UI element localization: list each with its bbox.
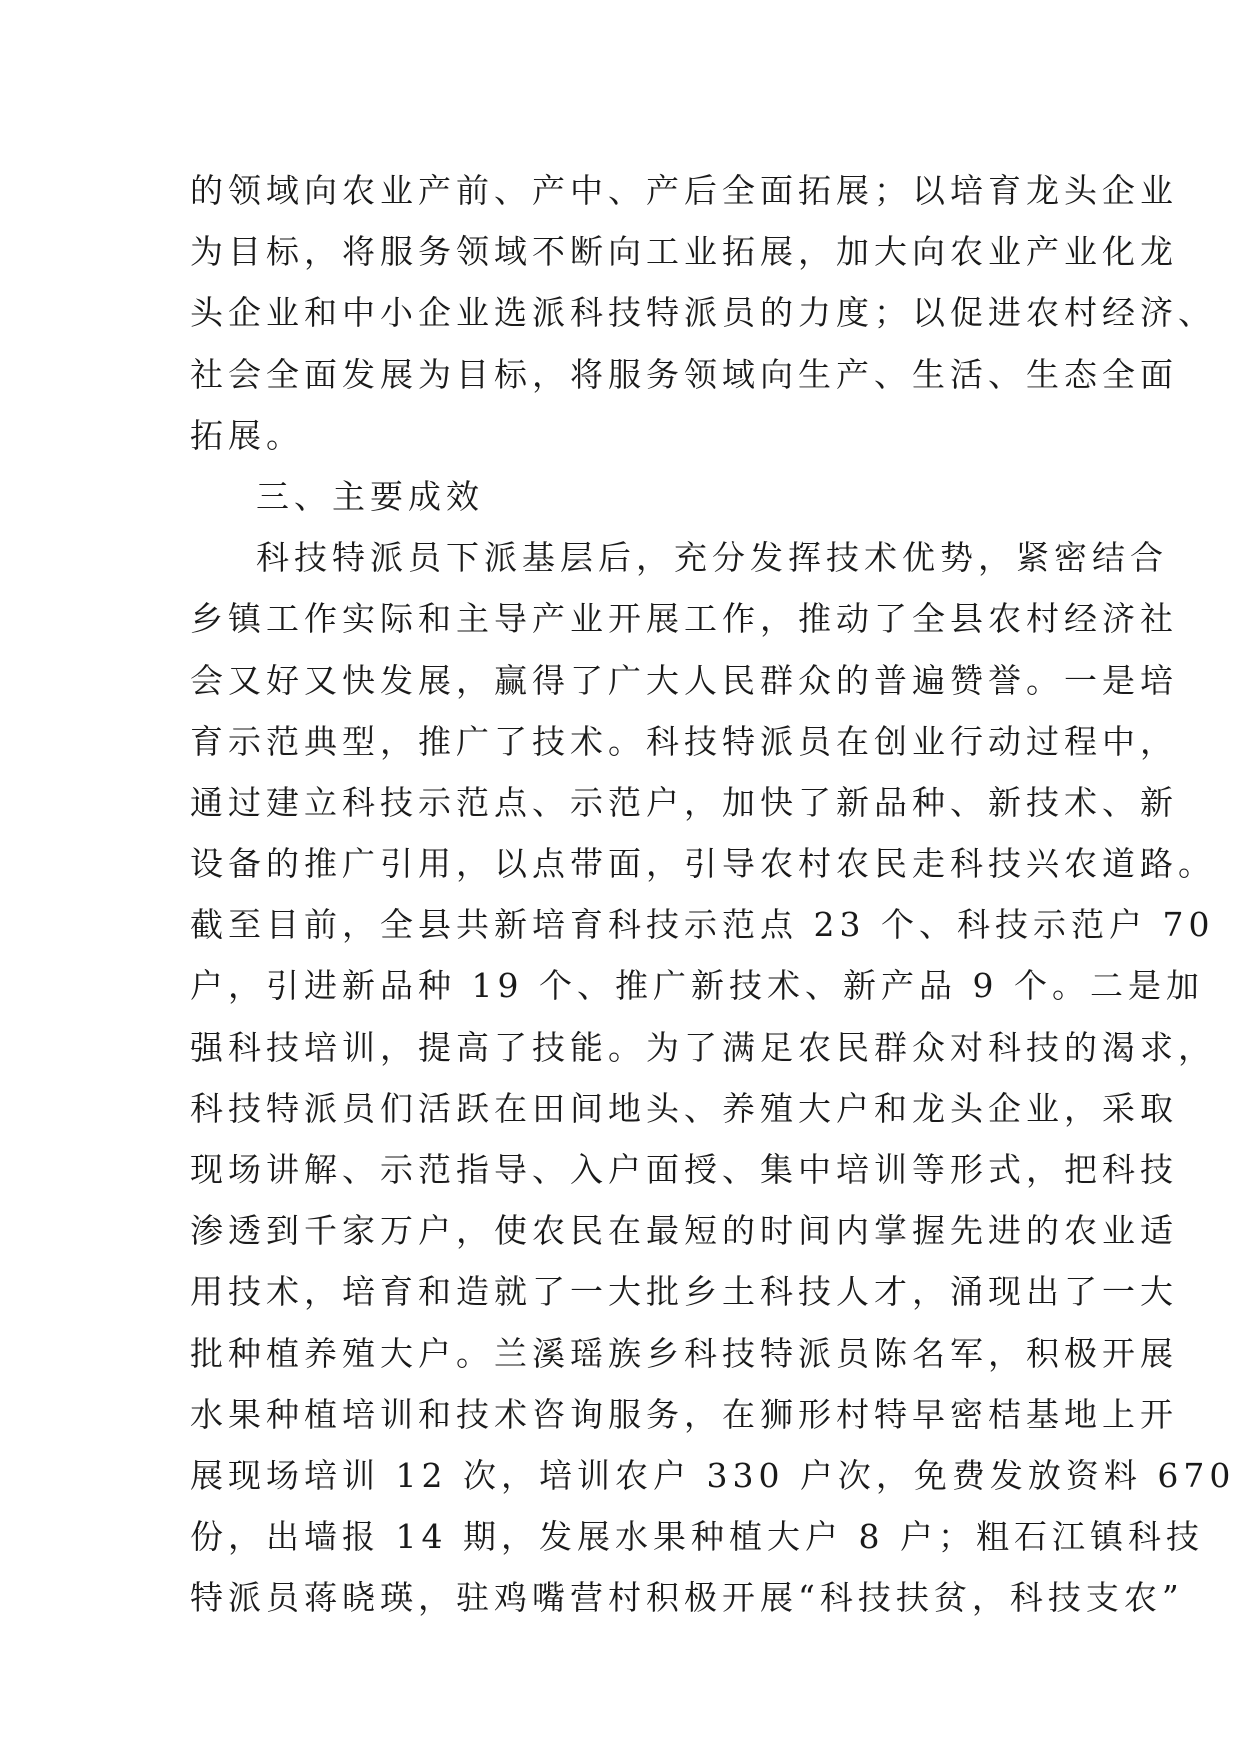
text-line: 水果种植培训和技术咨询服务，在狮形村特早密桔基地上开 [190,1394,1178,1434]
text-line: 通过建立科技示范点、示范户，加快了新品种、新技术、新 [190,782,1178,822]
text-line: 现场讲解、示范指导、入户面授、集中培训等形式，把科技 [190,1150,1178,1189]
text-line: 的领域向农业产前、产中、产后全面拓展；以培育龙头企业 [190,171,1178,210]
text-line: 设备的推广引用，以点带面，引导农村农民走科技兴农道路。 [190,844,1216,884]
text-line: 科技特派员们活跃在田间地头、养殖大户和龙头企业，采取 [190,1088,1178,1128]
text-line: 头企业和中小企业选派科技特派员的力度；以促进农村经济、 [190,293,1216,333]
text-line: 批种植养殖大户。兰溪瑶族乡科技特派员陈名军，积极开展 [190,1333,1178,1373]
text-line: 育示范典型，推广了技术。科技特派员在创业行动过程中， [190,721,1178,761]
text-line: 特派员蒋晓瑛，驻鸡嘴营村积极开展“科技扶贫，科技支农” [190,1578,1184,1618]
text-line: 份，出墙报 14 期，发展水果种植大户 8 户；粗石江镇科技 [190,1517,1204,1557]
text-line: 拓展。 [190,415,304,455]
document-body [190,160,1236,1629]
text-line: 截至目前，全县共新培育科技示范点 23 个、科技示范户 70 [190,905,1215,945]
text-line: 渗透到千家万户，使农民在最短的时间内掌握先进的农业适 [190,1211,1178,1251]
section-heading: 三、主要成效 [256,476,484,516]
text-line: 乡镇工作实际和主导产业开展工作，推动了全县农村经济社 [190,599,1178,639]
text-line: 用技术，培育和造就了一大批乡土科技人才，涌现出了一大 [190,1272,1178,1312]
text-line: 会又好又快发展，赢得了广大人民群众的普遍赞誉。一是培 [190,660,1178,700]
paragraph-first-line: 科技特派员下派基层后，充分发挥技术优势，紧密结合 [256,538,1168,578]
text-line: 户，引进新品种 19 个、推广新技术、新产品 9 个。二是加 [190,966,1204,1006]
text-line: 社会全面发展为目标，将服务领域向生产、生活、生态全面 [190,354,1178,394]
text-line: 为目标，将服务领域不断向工业拓展，加大向农业产业化龙 [190,232,1178,272]
text-line: 展现场培训 12 次，培训农户 330 户次，免费发放资料 670 [190,1455,1236,1495]
text-line: 强科技培训，提高了技能。为了满足农民群众对科技的渴求， [190,1027,1216,1067]
